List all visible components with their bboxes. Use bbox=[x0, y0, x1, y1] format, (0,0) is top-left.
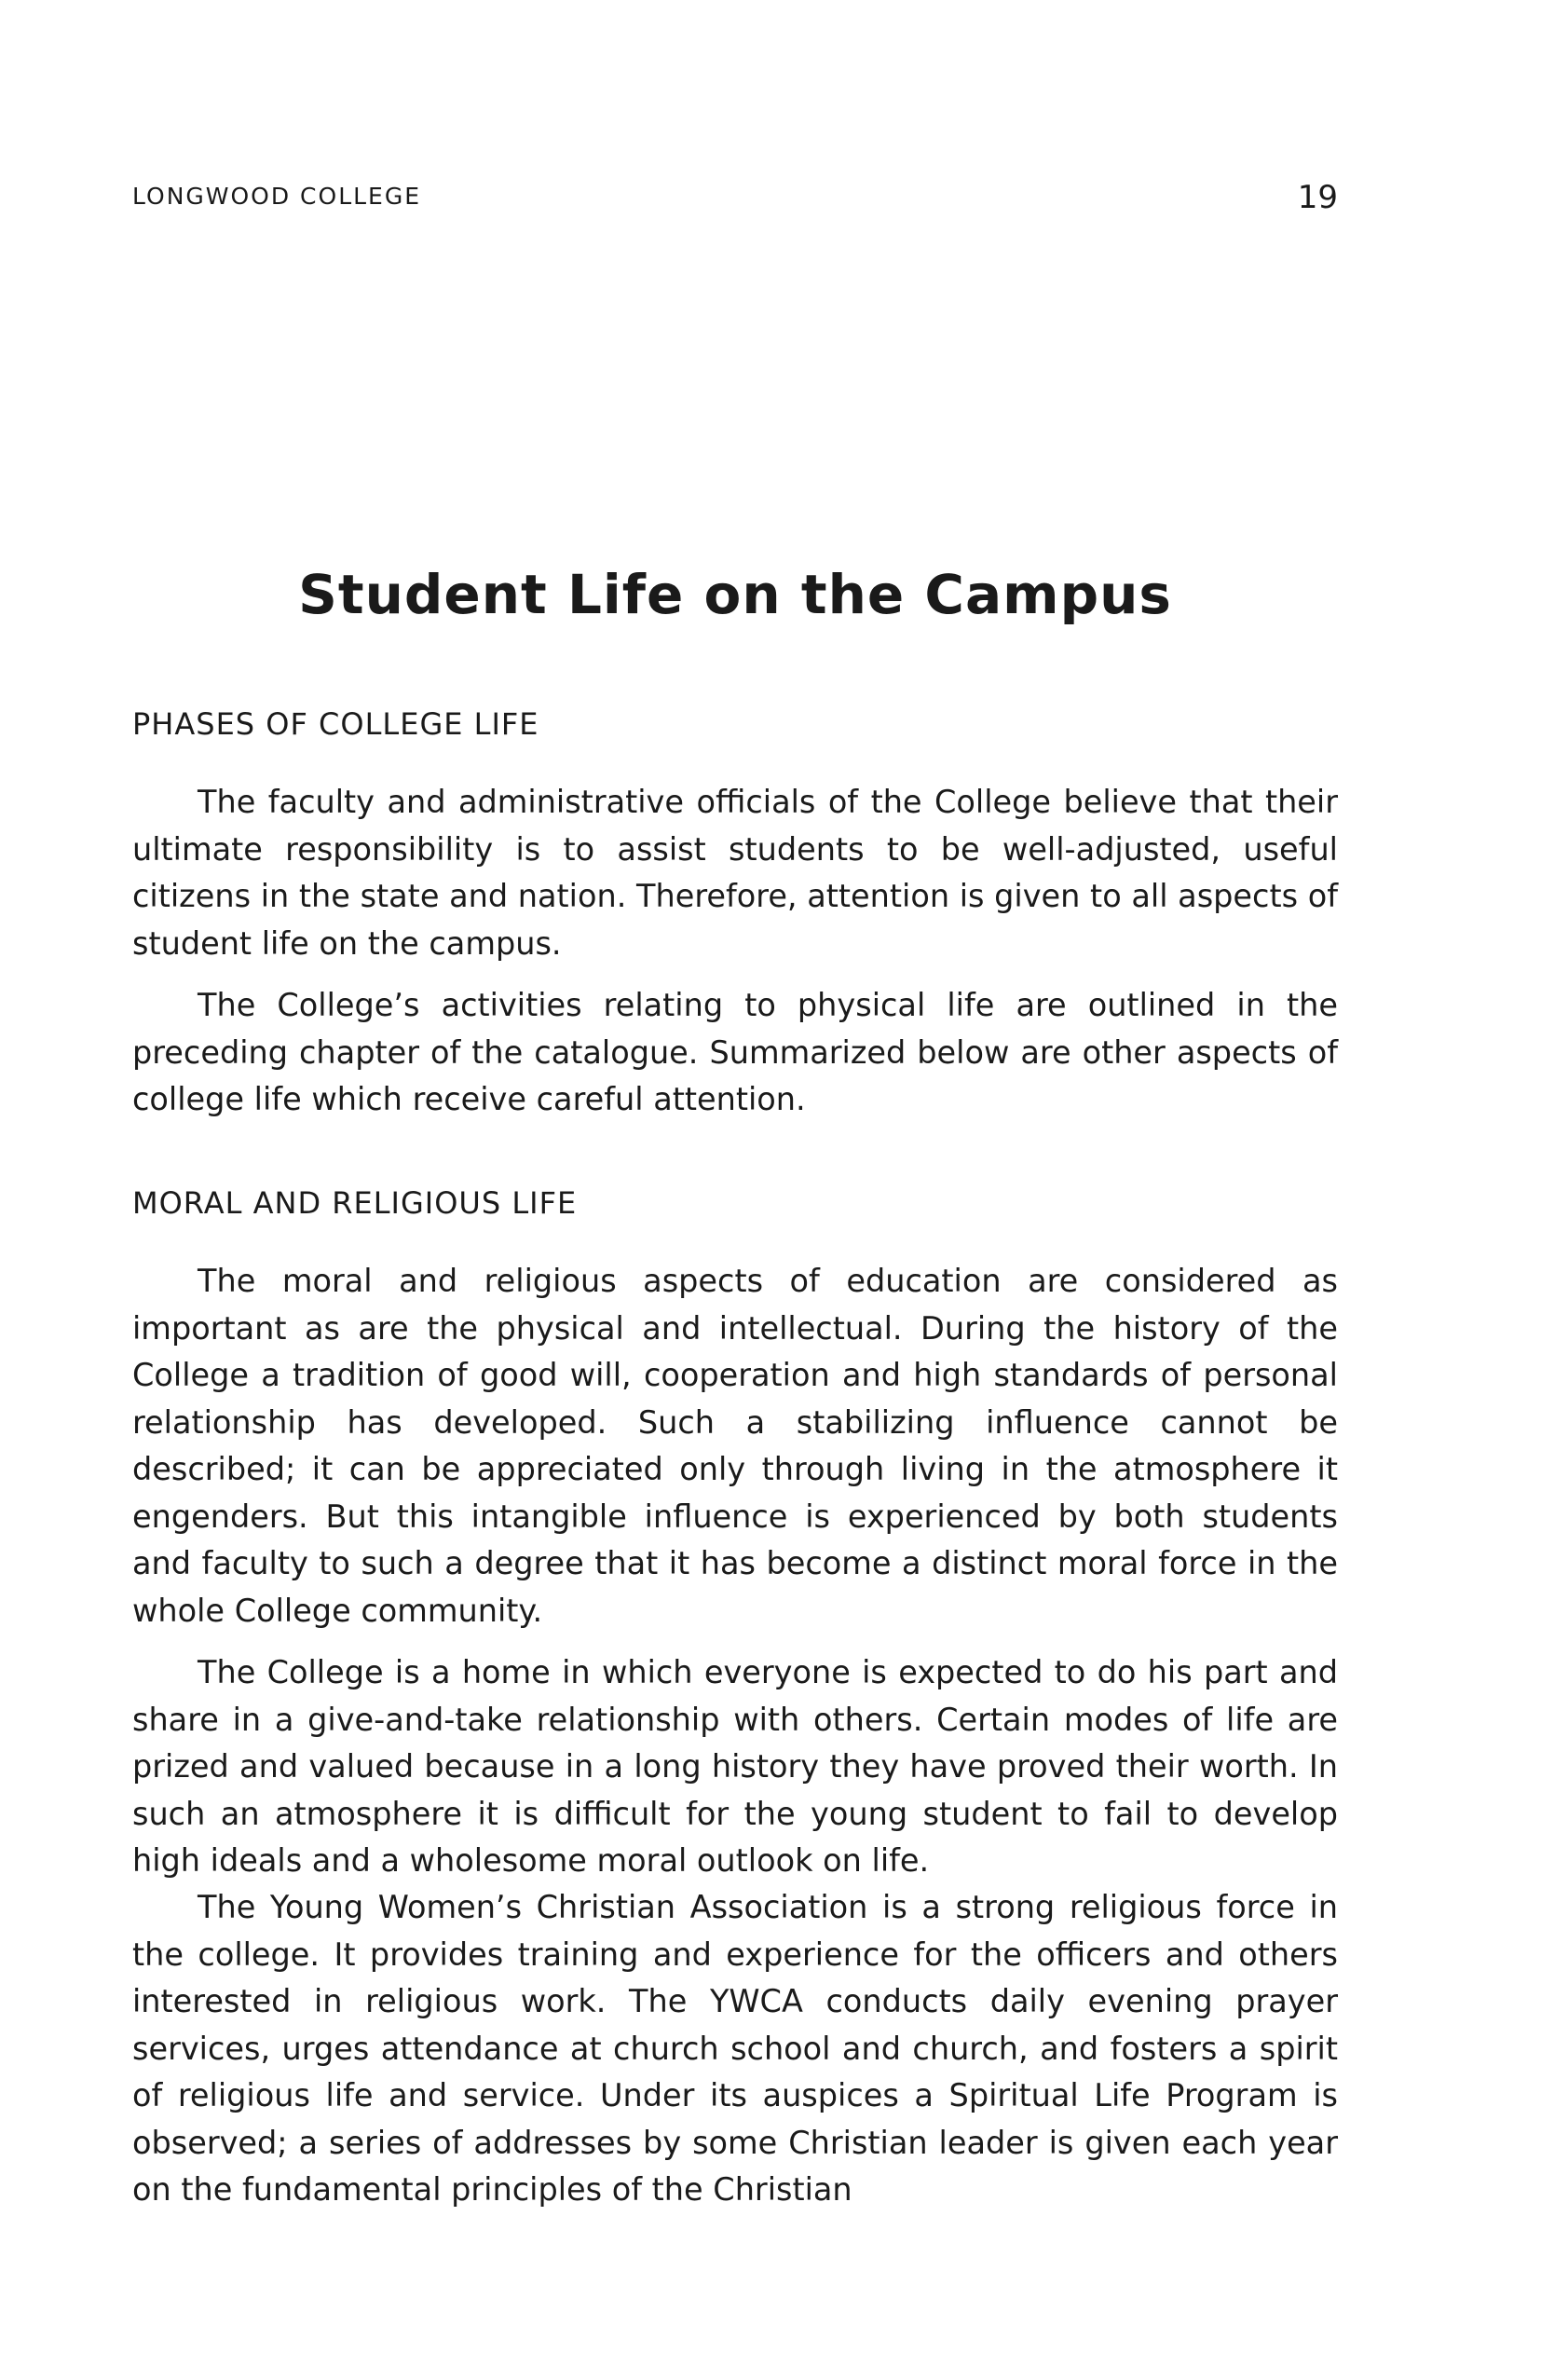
section-heading-phases: PHASES OF COLLEGE LIFE bbox=[132, 706, 539, 742]
paragraph-phases-1: The faculty and administrative officials of the College believe that their ultimate responsibility is to assist students to be well-adjusted, useful citizens in the state and nation. Therefore, attention is given to all aspects of student life on the campus. bbox=[132, 784, 1338, 962]
paragraph-phases-2: The College’s activities relating to physical life are outlined in the preceding chapter of the catalogue. Summarized below are other aspects of college life which receive careful attention. bbox=[132, 987, 1338, 1117]
chapter-title: Student Life on the Campus bbox=[298, 563, 1172, 626]
paragraph-moral-2: The College is a home in which everyone is expected to do his part and share in a give-and-take relationship with others. Certain modes of life are prized and valued because in a long history they have proved their worth. In such an atmosphere it is difficult for the young student to fail to develop high ideals and a wholesome moral outlook on life. bbox=[132, 1654, 1338, 1879]
running-title: LONGWOOD COLLEGE bbox=[132, 183, 422, 210]
paragraph-moral-1: The moral and religious aspects of education are considered as important as are the physical and intellectual. During the history of the College a tradition of good will, cooperation and high standards of personal relationship has developed. Such a stabilizing influence cannot be described; it can be appreciated only through living in the atmosphere it engenders. But this intangible influence is experienced by both students and faculty to such a degree that it has become a distinct moral force in the whole College community. bbox=[132, 1263, 1338, 1629]
running-header bbox=[132, 179, 1338, 220]
paragraph-moral-3: The Young Women’s Christian Association is a strong religious force in the college. It provides training and experience for the officers and others interested in religious work. The YWCA conducts daily evening prayer services, urges attendance at church school and church, and fosters a spirit of religious life and service. Under its auspices a Spiritual Life Program is observed; a series of addresses by some Christian leader is given each year on the fundamental principles of the Christian bbox=[132, 1889, 1338, 2208]
page-number: 19 bbox=[1297, 179, 1338, 216]
section-heading-moral-religious: MORAL AND RELIGIOUS LIFE bbox=[132, 1185, 578, 1221]
